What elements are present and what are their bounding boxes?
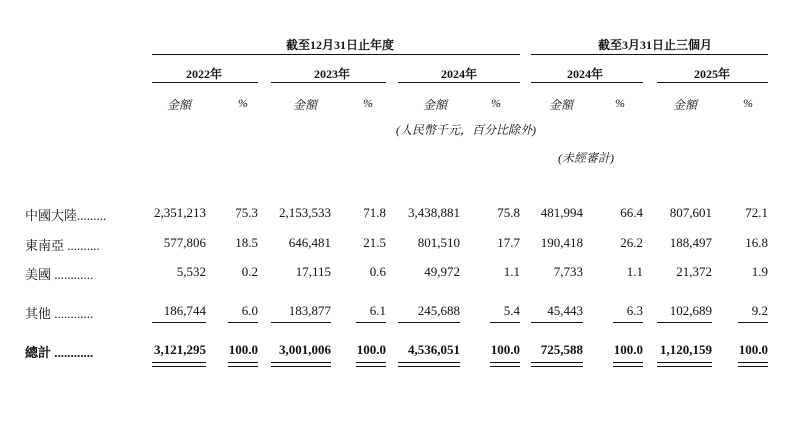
amount-cell: 49,972 [424, 264, 460, 279]
pct-label: % [615, 96, 625, 110]
pct-cell: 1.1 [503, 264, 520, 279]
total-double-rule [228, 362, 258, 363]
pct-label: % [238, 96, 248, 110]
total-double-rule [271, 362, 331, 363]
pct-cell: 100.0 [228, 342, 258, 357]
total-double-rule [657, 362, 712, 363]
total-double-rule [271, 366, 331, 367]
pct-cell: 5.4 [503, 303, 520, 318]
pct-cell: 75.3 [235, 205, 258, 220]
subtotal-rule [152, 322, 206, 323]
total-double-rule [356, 362, 386, 363]
amount-label: 金額 [549, 98, 574, 112]
amount-cell: 7,733 [553, 264, 583, 279]
amount-cell: 3,121,295 [154, 342, 206, 357]
row-label: 中國大陸......... [25, 208, 107, 223]
year-rule-2024-q [531, 82, 643, 83]
amount-cell: 186,744 [163, 303, 206, 318]
amount-label: 金額 [423, 98, 448, 112]
amount-label: 金額 [293, 98, 318, 112]
pct-cell: 26.2 [620, 235, 643, 250]
amount-cell: 102,689 [669, 303, 712, 318]
pct-cell: 100.0 [613, 342, 643, 357]
amount-cell: 801,510 [417, 235, 460, 250]
amount-cell: 190,418 [540, 235, 583, 250]
subtotal-rule [613, 322, 643, 323]
amount-cell: 45,443 [547, 303, 583, 318]
group-header-quarter: 截至3月31日止三個月 [598, 38, 713, 52]
pct-cell: 100.0 [738, 342, 768, 357]
amount-cell: 17,115 [295, 264, 331, 279]
total-double-rule [657, 366, 712, 367]
amount-cell: 807,601 [669, 205, 712, 220]
total-double-rule [531, 366, 583, 367]
subtotal-rule [228, 322, 258, 323]
pct-label: % [363, 96, 373, 110]
unit-note: (人民幣千元，百分比除外) [396, 123, 536, 137]
pct-cell: 72.1 [745, 205, 768, 220]
pct-cell: 66.4 [620, 205, 643, 220]
pct-cell: 100.0 [490, 342, 520, 357]
row-label: 東南亞 .......... [25, 238, 100, 253]
year-header-2023: 2023年 [314, 67, 351, 81]
subtotal-rule [271, 322, 331, 323]
pct-cell: 1.1 [626, 264, 643, 279]
amount-cell: 183,877 [288, 303, 331, 318]
pct-cell: 100.0 [356, 342, 386, 357]
group-header-annual: 截至12月31日止年度 [286, 38, 395, 52]
amount-cell: 481,994 [540, 205, 583, 220]
total-double-rule [531, 362, 583, 363]
amount-cell: 725,588 [540, 342, 583, 357]
pct-cell: 0.2 [241, 264, 258, 279]
year-rule-2023 [271, 82, 386, 83]
pct-label: % [491, 96, 501, 110]
amount-cell: 577,806 [163, 235, 206, 250]
pct-cell: 9.2 [751, 303, 768, 318]
pct-cell: 75.8 [497, 205, 520, 220]
year-header-2024-q: 2024年 [567, 67, 604, 81]
amount-cell: 1,120,159 [660, 342, 712, 357]
group-rule-quarter [531, 54, 768, 55]
total-double-rule [738, 366, 768, 367]
year-rule-2022 [152, 82, 258, 83]
amount-cell: 3,001,006 [279, 342, 331, 357]
subtotal-rule [490, 322, 520, 323]
group-rule-annual [152, 54, 520, 55]
subtotal-rule [738, 322, 768, 323]
total-double-rule [398, 366, 460, 367]
pct-cell: 71.8 [363, 205, 386, 220]
subtotal-rule [531, 322, 583, 323]
subtotal-rule [657, 322, 712, 323]
unaudited-note: (未經審計) [558, 151, 614, 165]
pct-cell: 6.0 [241, 303, 258, 318]
pct-cell: 16.8 [745, 235, 768, 250]
total-double-rule [152, 366, 206, 367]
pct-cell: 21.5 [363, 235, 386, 250]
amount-cell: 245,688 [417, 303, 460, 318]
amount-cell: 188,497 [669, 235, 712, 250]
pct-cell: 6.1 [369, 303, 386, 318]
year-rule-2025-q [657, 82, 768, 83]
total-double-rule [356, 366, 386, 367]
pct-cell: 0.6 [369, 264, 386, 279]
amount-cell: 4,536,051 [408, 342, 460, 357]
total-double-rule [613, 366, 643, 367]
amount-cell: 646,481 [288, 235, 331, 250]
total-double-rule [738, 362, 768, 363]
year-header-2024: 2024年 [441, 67, 478, 81]
total-label: 總計 ............ [25, 345, 94, 360]
amount-cell: 3,438,881 [408, 205, 460, 220]
amount-cell: 2,153,533 [279, 205, 331, 220]
total-double-rule [228, 366, 258, 367]
pct-cell: 18.5 [235, 235, 258, 250]
pct-cell: 17.7 [497, 235, 520, 250]
amount-cell: 5,532 [176, 264, 206, 279]
amount-cell: 21,372 [676, 264, 712, 279]
amount-cell: 2,351,213 [154, 205, 206, 220]
year-header-2022: 2022年 [186, 67, 223, 81]
year-rule-2024 [398, 82, 520, 83]
amount-label: 金額 [673, 98, 698, 112]
subtotal-rule [356, 322, 386, 323]
pct-cell: 6.3 [626, 303, 643, 318]
row-label: 其他 ............ [25, 306, 94, 321]
total-double-rule [490, 366, 520, 367]
pct-cell: 1.9 [751, 264, 768, 279]
total-double-rule [613, 362, 643, 363]
row-label: 美國 ............ [25, 267, 94, 282]
pct-label: % [743, 96, 753, 110]
total-double-rule [398, 362, 460, 363]
amount-label: 金額 [167, 98, 192, 112]
subtotal-rule [398, 322, 460, 323]
total-double-rule [490, 362, 520, 363]
year-header-2025-q: 2025年 [694, 67, 731, 81]
total-double-rule [152, 362, 206, 363]
